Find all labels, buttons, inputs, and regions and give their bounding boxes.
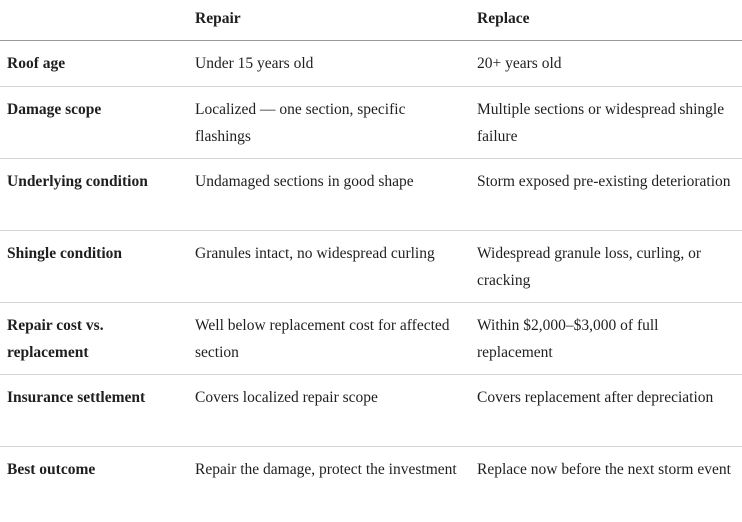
row-label: Insurance settlement	[7, 389, 146, 406]
table-row	[0, 375, 742, 447]
repair-cell: Repair the damage, protect the investment	[195, 461, 457, 478]
row-label: Shingle condition	[7, 245, 122, 262]
replace-cell: Within $2,000–$3,000 of full replacement	[477, 317, 659, 361]
header-cell-replace: Replace	[477, 10, 530, 27]
row-label: Damage scope	[7, 101, 102, 118]
row-label: Underlying condition	[7, 173, 148, 190]
row-label: Best outcome	[7, 461, 96, 478]
repair-cell: Under 15 years old	[195, 55, 314, 72]
repair-cell: Covers localized repair scope	[195, 389, 378, 406]
row-label: Repair cost vs. replacement	[7, 317, 104, 361]
repair-cell: Localized — one section, specific flashings	[195, 101, 406, 145]
replace-cell: Replace now before the next storm event	[477, 461, 731, 478]
repair-cell: Undamaged sections in good shape	[195, 173, 414, 190]
table-row	[0, 447, 742, 522]
replace-cell: Multiple sections or widespread shingle failure	[477, 101, 725, 145]
replace-cell: 20+ years old	[477, 55, 562, 72]
table-row	[0, 231, 742, 303]
replace-cell: Covers replacement after depreciation	[477, 389, 714, 406]
table-row	[0, 303, 742, 375]
row-label: Roof age	[7, 55, 66, 72]
table-header-row	[0, 0, 742, 41]
repair-cell: Granules intact, no widespread curling	[195, 245, 435, 262]
table-row	[0, 87, 742, 159]
header-cell-repair: Repair	[195, 10, 241, 27]
repair-cell: Well below replacement cost for affected section	[195, 317, 450, 361]
replace-cell: Widespread granule loss, curling, or cracking	[477, 245, 702, 289]
table-row	[0, 41, 742, 87]
header-cell-label	[0, 0, 188, 40]
replace-cell: Storm exposed pre-existing deterioration	[477, 173, 731, 190]
table-row	[0, 159, 742, 231]
